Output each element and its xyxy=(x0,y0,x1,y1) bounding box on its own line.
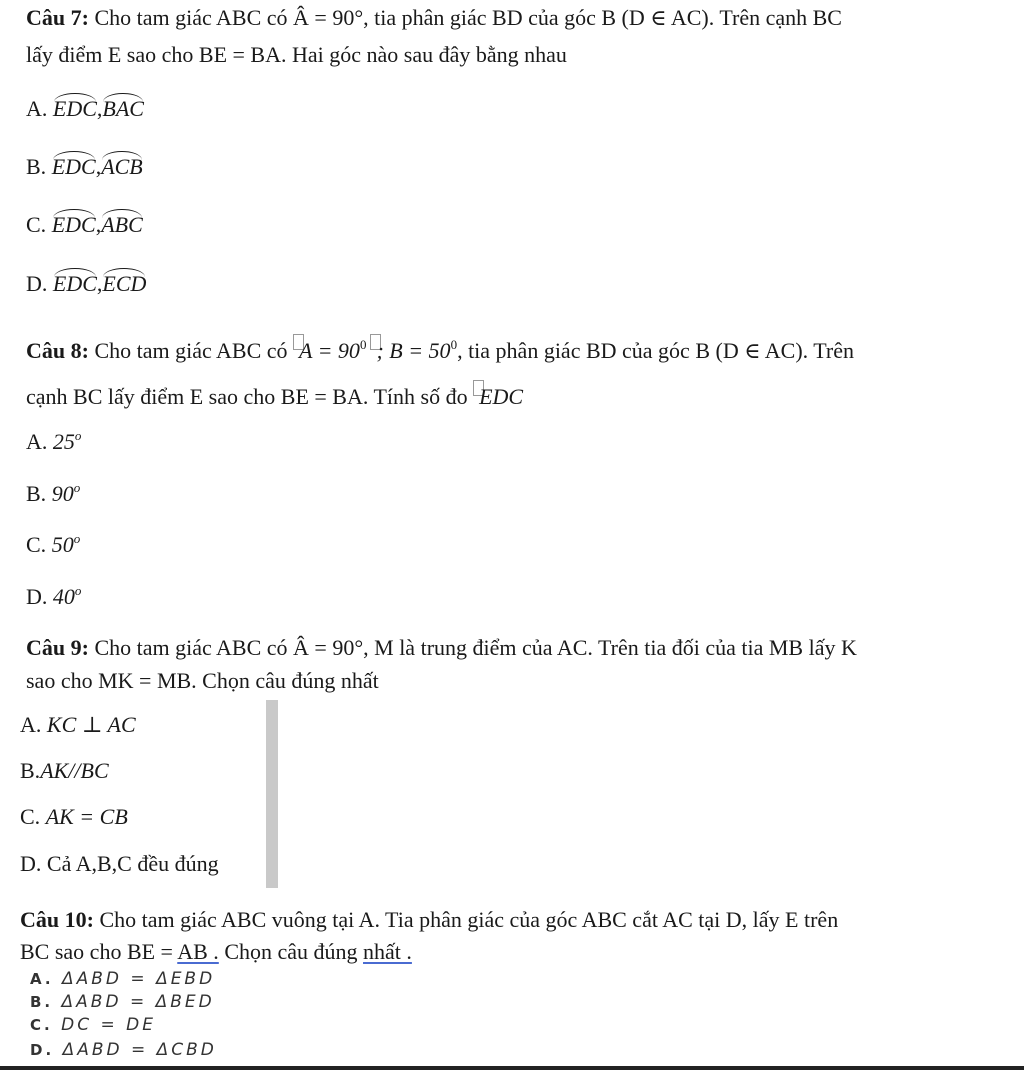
q8-option-c[interactable] xyxy=(26,531,80,558)
q8-option-d[interactable] xyxy=(26,583,81,610)
q7-option-d[interactable] xyxy=(26,271,146,297)
q8-sup-a: 0 xyxy=(359,337,367,352)
q7-stem-line1 xyxy=(26,4,842,32)
option-letter: A. xyxy=(20,712,42,737)
q9-option-b[interactable] xyxy=(20,758,109,784)
angle: EDC xyxy=(51,212,96,237)
q9-option-a[interactable] xyxy=(20,712,136,738)
q10-text-mid: Chọn câu đúng xyxy=(218,939,364,964)
separator: , xyxy=(96,96,103,121)
q7-option-c[interactable] xyxy=(26,212,143,238)
option-letter: B. xyxy=(26,154,47,179)
option-letter: A. xyxy=(26,429,48,454)
q10-underlined-ab: AB . xyxy=(177,939,219,964)
q8-label: Câu 8: xyxy=(26,338,89,363)
option-letter: D. xyxy=(26,271,48,296)
option-value: 90 xyxy=(51,481,74,506)
q8-target-angle: EDC xyxy=(479,384,524,409)
option-text: ΔABD = ΔCBD xyxy=(62,1040,217,1060)
q10-label: Câu 10: xyxy=(20,907,94,932)
angle: ABC xyxy=(101,212,143,237)
q7-option-b[interactable] xyxy=(26,154,143,180)
option-value: 40 xyxy=(52,584,75,609)
q9-label: Câu 9: xyxy=(26,635,89,660)
separator: , xyxy=(95,212,102,237)
q10-option-a[interactable] xyxy=(30,969,215,989)
q8-angle-a: A = 90 xyxy=(299,338,360,363)
option-text: AK//BC xyxy=(40,758,109,783)
scrollbar-thumb[interactable] xyxy=(266,700,278,888)
option-text: ΔABD = ΔBED xyxy=(61,992,215,1012)
q8-angle-b: ; B = 50 xyxy=(376,338,451,363)
option-letter: C. xyxy=(30,1016,53,1034)
q9-stem-line2: sao cho MK = MB. Chọn câu đúng nhất xyxy=(26,668,379,693)
option-text: AK = CB xyxy=(45,804,128,829)
q8-text-pre: Cho tam giác ABC có xyxy=(88,338,294,363)
option-value: 25 xyxy=(52,429,75,454)
q10-text-line1: Cho tam giác ABC vuông tại A. Tia phân giác của góc ABC cắt AC tại D, lấy E trên xyxy=(93,907,839,932)
q7-label: Câu 7: xyxy=(26,5,89,30)
option-letter: B. xyxy=(20,758,41,783)
q7-text-line1: Cho tam giác ABC có Â = 90°, tia phân giác BD của góc B (D ∈ AC). Trên cạnh BC xyxy=(88,5,842,30)
angle: EDC xyxy=(52,271,97,296)
option-text: Cả A,B,C đều đúng xyxy=(46,851,219,876)
option-letter: C. xyxy=(20,804,41,829)
q8-text-post: , tia phân giác BD của góc B (D ∈ AC). Trên xyxy=(457,338,855,363)
degree-mark: o xyxy=(74,583,82,598)
bottom-border xyxy=(0,1066,1024,1070)
q10-option-c[interactable] xyxy=(30,1015,156,1035)
q10-option-d[interactable] xyxy=(30,1040,217,1060)
q9-text-line1: Cho tam giác ABC có Â = 90°, M là trung điểm của AC. Trên tia đối của tia MB lấy K xyxy=(88,635,857,660)
option-letter: C. xyxy=(26,532,47,557)
option-letter: A. xyxy=(26,96,48,121)
option-text: KC ⊥ AC xyxy=(46,712,136,737)
angle: ACB xyxy=(101,154,143,179)
q7-stem-line2: lấy điểm E sao cho BE = BA. Hai góc nào sau đây bằng nhau xyxy=(26,42,567,67)
option-letter: D. xyxy=(30,1041,55,1059)
q8-option-b[interactable] xyxy=(26,480,80,507)
q8-sup-b: 0 xyxy=(450,337,458,352)
q10-stem-line1 xyxy=(20,906,838,934)
q9-stem-line1 xyxy=(26,634,857,662)
q9-option-c[interactable] xyxy=(20,804,128,830)
angle: ECD xyxy=(102,271,147,296)
degree-mark: o xyxy=(73,480,81,495)
degree-mark: o xyxy=(74,428,82,443)
q9-option-d[interactable] xyxy=(20,851,219,877)
separator: , xyxy=(96,271,103,296)
q10-stem-line2 xyxy=(20,938,412,966)
angle: BAC xyxy=(102,96,144,121)
option-letter: D. xyxy=(20,851,42,876)
angle: EDC xyxy=(51,154,96,179)
option-letter: C. xyxy=(26,212,47,237)
q7-option-a[interactable] xyxy=(26,96,144,122)
degree-mark: o xyxy=(73,531,81,546)
option-letter: B. xyxy=(30,993,54,1011)
option-text: ΔABD = ΔEBD xyxy=(62,969,216,989)
q10-underlined-nhat: nhất . xyxy=(363,939,412,964)
option-value: 50 xyxy=(51,532,74,557)
q8-stem-line1 xyxy=(26,334,854,365)
option-text: DC = DE xyxy=(61,1015,156,1035)
option-letter: A. xyxy=(30,970,54,988)
q10-text-pre: BC sao cho BE = xyxy=(20,939,178,964)
option-letter: B. xyxy=(26,481,47,506)
q10-option-b[interactable] xyxy=(30,992,215,1012)
option-letter: D. xyxy=(26,584,48,609)
q8-stem-line2 xyxy=(26,380,523,411)
q8-option-a[interactable] xyxy=(26,428,81,455)
q8-text-line2: cạnh BC lấy điểm E sao cho BE = BA. Tính số đo xyxy=(26,384,474,409)
angle: EDC xyxy=(52,96,97,121)
separator: , xyxy=(95,154,102,179)
